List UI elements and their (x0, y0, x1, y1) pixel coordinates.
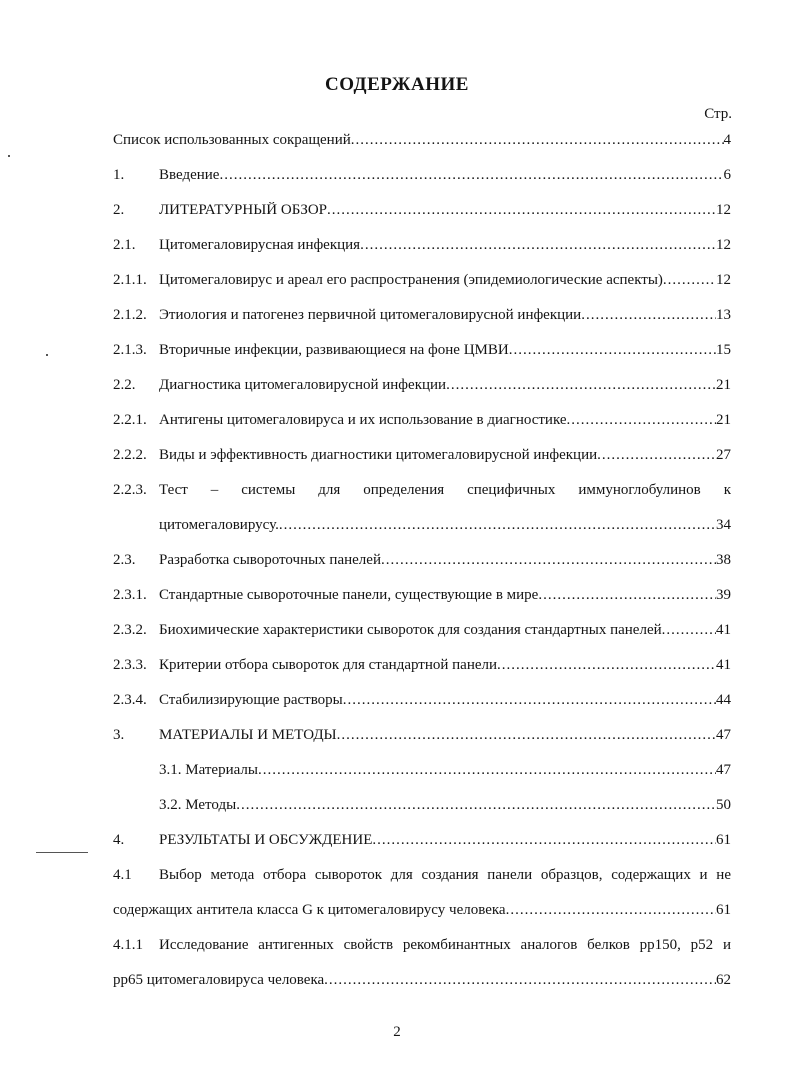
toc-entry-title: Виды и эффективность диагностики цитомегаловирусной инфекции (159, 447, 598, 463)
toc-entry-page: 12 (716, 272, 731, 288)
toc-entry-title: Цитомегаловирусная инфекция (159, 237, 361, 253)
toc-entry-number: 2.2. (113, 377, 136, 393)
toc-entry[interactable] (113, 614, 731, 649)
toc-entry-number: 2.1.1. (113, 272, 147, 288)
toc-entry-page: 62 (716, 972, 731, 988)
page-column-label: Стр. (704, 106, 732, 122)
toc-entry-title: 3.2. Методы (159, 797, 237, 813)
toc-entry[interactable] (113, 404, 731, 439)
toc-entry-page: 13 (716, 307, 731, 323)
toc-entry-number: 2.3. (113, 552, 136, 568)
toc-entry-title-line2: pp65 цитомегаловируса человека (113, 972, 325, 988)
toc-entry-number: 2.2.3. (113, 482, 147, 498)
toc-entry-title-line1: Тест – системы для определения специфичных иммуноглобулинов к (159, 482, 731, 498)
margin-mark (36, 852, 88, 853)
toc-entry[interactable] (113, 684, 731, 719)
toc-entry-page: 12 (716, 202, 731, 218)
toc-entry-page: 44 (716, 692, 731, 708)
toc-entry[interactable] (113, 544, 731, 579)
toc-entry-continuation[interactable] (113, 509, 731, 544)
toc-entry-page: 34 (716, 517, 731, 533)
toc-entry-title: Цитомегаловирус и ареал его распространения (эпидемиологические аспекты) (159, 272, 663, 288)
margin-mark (46, 354, 48, 356)
toc-entry-number: 2.3.1. (113, 587, 147, 603)
toc-entry-page: 4 (723, 132, 731, 148)
toc-entry-title-line2: цитомегаловирусу. (159, 517, 279, 533)
toc-entry-title: Стабилизирующие растворы (159, 692, 343, 708)
toc-entry-title-line1: Исследование антигенных свойств рекомбинантных аналогов белков pp150, p52 и (159, 937, 731, 953)
toc-entry-page: 61 (716, 902, 731, 918)
margin-mark (8, 155, 10, 157)
toc-entry[interactable] (113, 474, 731, 509)
toc-entry-number: 2.3.4. (113, 692, 147, 708)
toc-entry[interactable] (113, 754, 731, 789)
page-title: СОДЕРЖАНИЕ (325, 74, 469, 95)
toc-entry-number: 1. (113, 167, 125, 183)
toc-entry[interactable] (113, 124, 731, 159)
toc-entry[interactable] (113, 229, 731, 264)
toc-entry-page: 41 (716, 622, 731, 638)
toc-entry-continuation[interactable] (113, 894, 731, 929)
toc-entry[interactable] (113, 929, 731, 964)
toc-entry-continuation[interactable] (113, 964, 731, 999)
toc-entry[interactable] (113, 264, 731, 299)
toc-entry-number: 4. (113, 832, 125, 848)
toc-entry-number: 2.1.2. (113, 307, 147, 323)
toc-entry-number: 2.1. (113, 237, 136, 253)
toc-entry-title: Разработка сывороточных панелей (159, 552, 381, 568)
toc-entry-title-line1: Выбор метода отбора сывороток для создания панели образцов, содержащих и не (159, 867, 731, 883)
toc-entry-number: 2.3.3. (113, 657, 147, 673)
toc-entry-title: 3.1. Материалы (159, 762, 258, 778)
toc-entry[interactable] (113, 194, 731, 229)
toc-entry-number: 2. (113, 202, 125, 218)
toc-entry[interactable] (113, 334, 731, 369)
toc-entry[interactable] (113, 824, 731, 859)
toc-entry[interactable] (113, 369, 731, 404)
toc-entry-page: 21 (716, 412, 731, 428)
toc-entry-number: 2.2.1. (113, 412, 147, 428)
toc-entry[interactable] (113, 579, 731, 614)
toc-entry-page: 41 (716, 657, 731, 673)
toc-entry-page: 12 (716, 237, 731, 253)
toc-entry-title: Критерии отбора сывороток для стандартной панели (159, 657, 498, 673)
toc-entry[interactable] (113, 789, 731, 824)
toc-entry[interactable] (113, 299, 731, 334)
toc-entry-number: 2.2.2. (113, 447, 147, 463)
toc-entry-title: Вторичные инфекции, развивающиеся на фоне ЦМВИ (159, 342, 509, 358)
toc-entry-title: ЛИТЕРАТУРНЫЙ ОБЗОР (159, 202, 328, 218)
toc-entry-title: РЕЗУЛЬТАТЫ И ОБСУЖДЕНИЕ (159, 832, 373, 848)
toc-entry-title-line2: содержащих антитела класса G к цитомегаловирусу человека (113, 902, 506, 918)
toc-entry-title: Введение (159, 167, 220, 183)
toc-entry-page: 6 (723, 167, 731, 183)
toc-entry-page: 15 (716, 342, 731, 358)
toc-entry-page: 39 (716, 587, 731, 603)
table-of-contents (113, 124, 731, 999)
toc-entry-title: Диагностика цитомегаловирусной инфекции (159, 377, 447, 393)
toc-entry-number: 4.1.1 (113, 937, 143, 953)
toc-entry-page: 50 (716, 797, 731, 813)
toc-entry-page: 21 (716, 377, 731, 393)
toc-entry-title: Биохимические характеристики сывороток для создания стандартных панелей (159, 622, 662, 638)
toc-entry[interactable] (113, 159, 731, 194)
toc-entry-number: 2.1.3. (113, 342, 147, 358)
toc-entry[interactable] (113, 649, 731, 684)
toc-entry-title: Этиология и патогенез первичной цитомегаловирусной инфекции (159, 307, 582, 323)
toc-entry[interactable] (113, 859, 731, 894)
toc-entry-number: 2.3.2. (113, 622, 147, 638)
toc-entry-page: 47 (716, 727, 731, 743)
toc-entry-title: Список использованных сокращений (113, 132, 351, 148)
toc-entry-title: МАТЕРИАЛЫ И МЕТОДЫ (159, 727, 337, 743)
toc-entry-page: 61 (716, 832, 731, 848)
toc-entry-page: 47 (716, 762, 731, 778)
page-number: 2 (393, 1024, 401, 1040)
toc-entry-title: Антигены цитомегаловируса и их использование в диагностике (159, 412, 567, 428)
toc-entry[interactable] (113, 439, 731, 474)
toc-entry-page: 38 (716, 552, 731, 568)
toc-entry-page: 27 (716, 447, 731, 463)
toc-entry-number: 4.1 (113, 867, 132, 883)
toc-entry[interactable] (113, 719, 731, 754)
toc-entry-number: 3. (113, 727, 125, 743)
toc-entry-title: Стандартные сывороточные панели, существующие в мире (159, 587, 539, 603)
